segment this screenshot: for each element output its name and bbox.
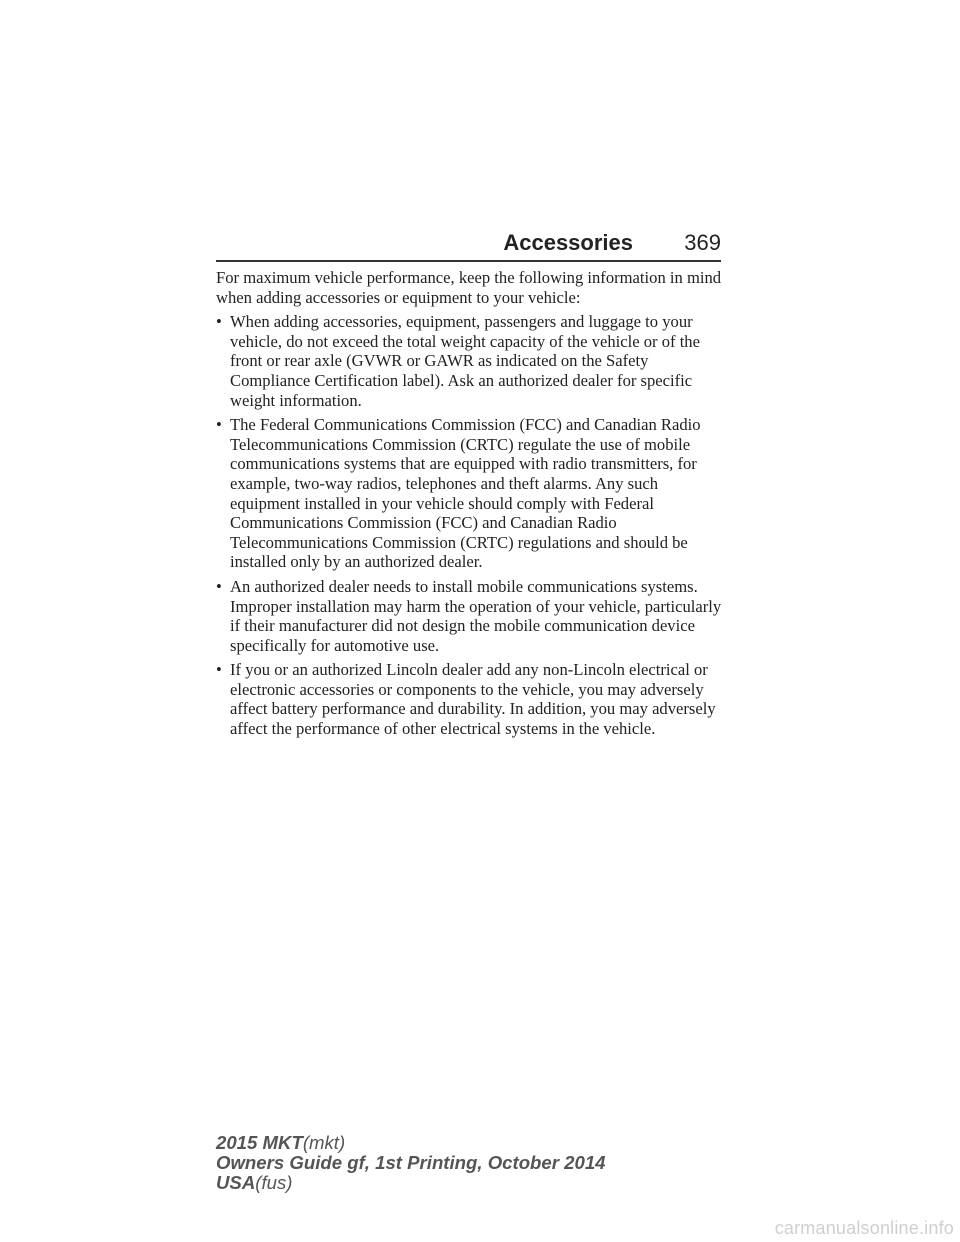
list-item: [216, 577, 726, 655]
list-item: [216, 415, 726, 572]
footer-model: 2015 MKT: [216, 1132, 303, 1153]
list-item-text: If you or an authorized Lincoln dealer add any non-Lincoln electrical or electronic accessories or components to the vehicle, you may adversely affect battery performance and durability. In addition, you may adversely affect the performance of other electrical systems in the vehicle.: [230, 660, 716, 739]
footer-model-code: (mkt): [302, 1132, 346, 1153]
footer-printing: Owners Guide gf, 1st Printing, October 2014: [216, 1152, 606, 1173]
bullet-icon: •: [216, 415, 222, 435]
footer-market-line: [216, 1173, 606, 1193]
list-item-text: The Federal Communications Commission (FCC) and Canadian Radio Telecommunications Commission (CRTC) regulate the use of mobile communications systems that are equipped with radio transmitters, for example, two-way radios, telephones and theft alarms. Any such equipment installed in your vehicle should comply with Federal Communications Commission (FCC) and Canadian Radio Telecommunications Commission (CRTC) regulations and should be installed only by an authorized dealer.: [230, 415, 701, 572]
footer-printing-line: [216, 1153, 606, 1173]
bullet-icon: •: [216, 312, 222, 332]
bullet-icon: •: [216, 576, 222, 596]
section-title: Accessories: [503, 230, 633, 255]
list-item-text: An authorized dealer needs to install mobile communications systems. Improper installation may harm the operation of your vehicle, particularly if their manufacturer did not design the mobile communication device specifically for automotive use.: [230, 576, 722, 655]
print-footer: [216, 1133, 606, 1193]
footer-market: USA: [216, 1172, 256, 1193]
accessory-guidelines-list: [216, 312, 726, 738]
footer-model-line: [216, 1133, 606, 1153]
list-item: [216, 660, 726, 738]
intro-paragraph: For maximum vehicle performance, keep the following information in mind when adding accessories or equipment to your vehicle:: [216, 268, 722, 307]
site-watermark: carmanualsonline.info: [774, 1218, 954, 1238]
list-item-text: When adding accessories, equipment, passengers and luggage to your vehicle, do not exceed the total weight capacity of the vehicle or of the front or rear axle (GVWR or GAWR as indicated on the Safety Compliance Certification label). Ask an authorized dealer for specific weight information.: [230, 312, 700, 410]
footer-market-code: (fus): [255, 1172, 293, 1193]
list-item: [216, 312, 726, 410]
header-divider: [216, 260, 721, 262]
page-header: [216, 226, 721, 262]
page-number: 369: [684, 230, 721, 255]
page-content: [216, 268, 726, 744]
bullet-icon: •: [216, 660, 222, 680]
